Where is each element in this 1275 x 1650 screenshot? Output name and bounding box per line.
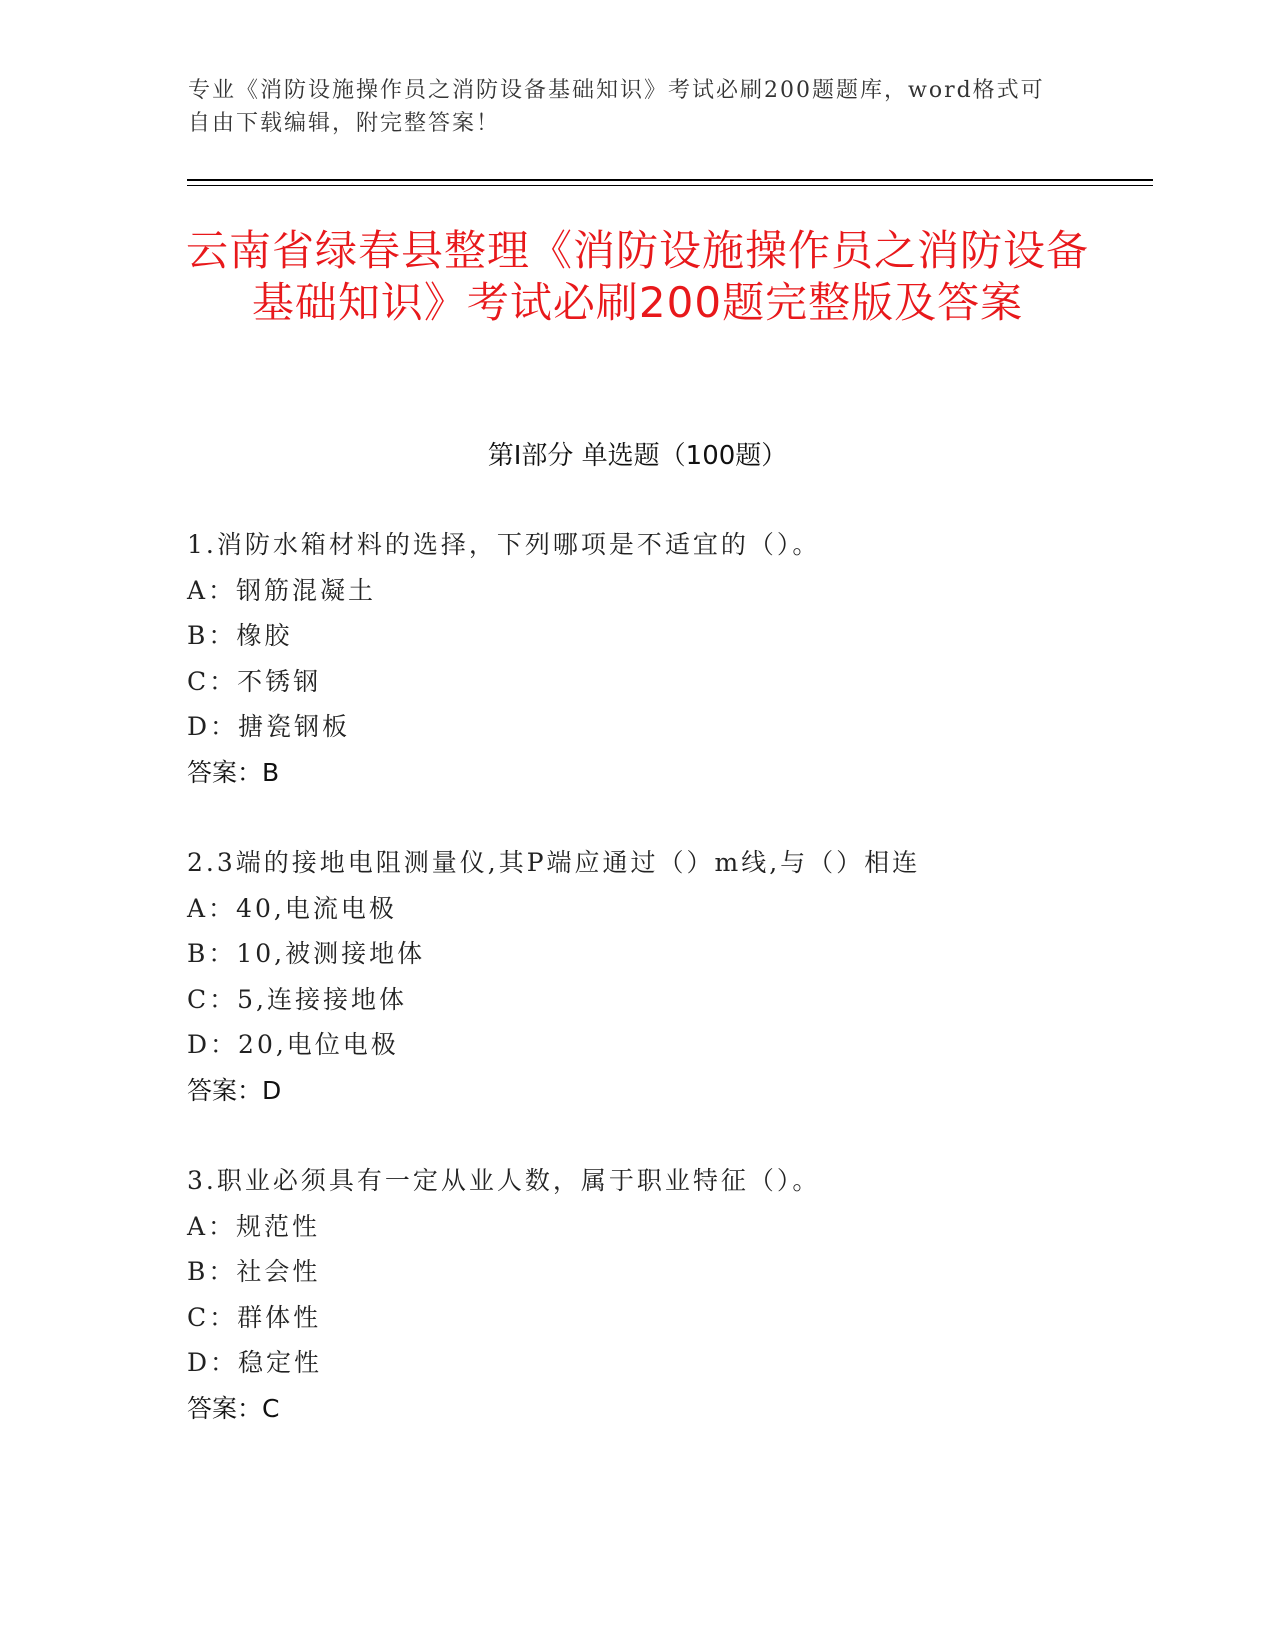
header-rule-thin: [187, 185, 1153, 186]
answer: 答案：B: [187, 757, 280, 787]
option-d: D：稳定性: [187, 1348, 323, 1377]
question-stem: 3.职业必须具有一定从业人数，属于职业特征（）。: [187, 1166, 821, 1195]
question-3: [187, 1158, 1187, 1431]
question-stem: 1.消防水箱材料的选择，下列哪项是不适宜的（）。: [187, 530, 821, 559]
answer: 答案：C: [187, 1393, 280, 1423]
option-d: D：20,电位电极: [187, 1030, 399, 1059]
option-a: A：40,电流电极: [187, 893, 397, 923]
option-a: A：规范性: [187, 1211, 321, 1241]
option-b: B：10,被测接地体: [187, 939, 426, 968]
question-stem: 2.3端的接地电阻测量仪,其P端应通过（）m线,与（）相连: [187, 848, 921, 877]
document-title: 云南省绿春县整理《消防设施操作员之消防设备基础知识》考试必刷200题完整版及答案: [185, 226, 1089, 327]
option-b: B：橡胶: [187, 621, 293, 650]
answer: 答案：D: [187, 1075, 282, 1105]
option-c: C：5,连接接地体: [187, 984, 407, 1014]
header-note: 专业《消防设施操作员之消防设备基础知识》考试必刷200题题库，word格式可自由下载编辑，附完整答案！: [188, 78, 1045, 136]
option-a: A：钢筋混凝土: [187, 575, 377, 605]
header-rule-thick: [187, 179, 1153, 181]
option-c: C：不锈钢: [187, 666, 322, 696]
option-d: D：搪瓷钢板: [187, 712, 351, 741]
option-c: C：群体性: [187, 1302, 322, 1332]
question-2: [187, 840, 1187, 1113]
section-title: 第Ⅰ部分 单选题（100题）: [487, 441, 788, 471]
question-1: [187, 522, 1187, 795]
option-b: B：社会性: [187, 1257, 321, 1286]
